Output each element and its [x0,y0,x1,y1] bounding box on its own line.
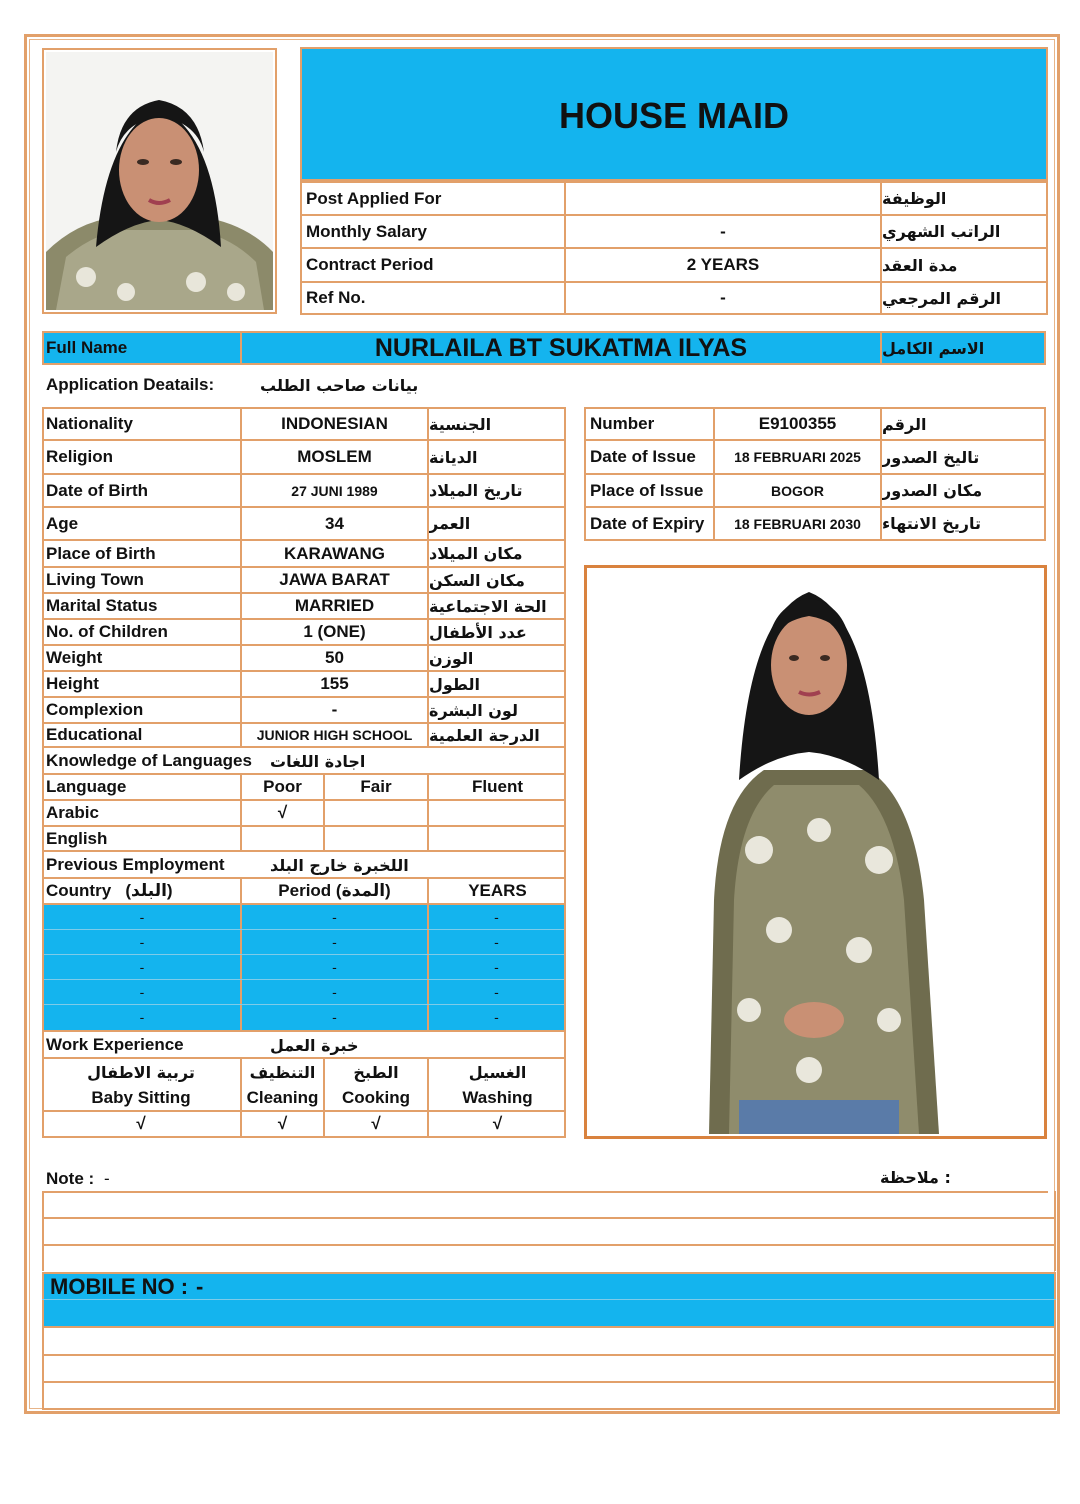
english-fluent-mark [429,827,566,851]
application-label: Application Deatails: [46,375,215,394]
education-value: JUNIOR HIGH SCHOOL [256,727,413,743]
employment-row-2-country: - [139,934,145,950]
languages-title-ar: اجادة اللغات [270,751,366,771]
poor-header: Poor [263,777,302,796]
mobile-label: MOBILE NO : [50,1274,189,1299]
religion-label-ar: الديانة [429,447,478,467]
arabic-poor-mark: √ [277,803,288,822]
expiry-date-label-ar: تاريخ الانتهاء [882,514,982,533]
post-value [566,183,880,214]
salary-label: Monthly Salary [306,221,427,241]
birthplace-label: Place of Birth [46,543,156,563]
cleaning-label: Cleaning [246,1087,319,1107]
age-label-ar: العمر [429,514,471,533]
arabic-fair-mark [325,801,427,825]
english-poor-mark [242,827,323,851]
salary-value: - [720,221,726,241]
english-fair-mark [325,827,427,851]
expiry-date-label: Date of Expiry [590,513,705,533]
full-name-label: Full Name [46,338,128,357]
fluent-header: Fluent [472,777,523,796]
passport-number-label-ar: الرقم [882,414,927,434]
baby-sitting-label-ar: تربية الاطفال [87,1062,195,1082]
post-label: Post Applied For [306,188,442,208]
arabic-label: Arabic [46,803,99,822]
passport-number-value: E9100355 [758,414,837,433]
page-title: HOUSE MAID [558,95,789,136]
country-header: Country (البلد) [46,881,173,900]
dob-label-ar: تاريخ الميلاد [429,481,523,500]
employment-row-4-period: - [332,984,337,1000]
english-label: English [46,829,108,848]
note-label-ar: : ملاحظة [880,1167,951,1187]
weight-value: 50 [325,648,344,667]
employment-row-3-country: - [139,959,145,975]
living-town-value: JAWA BARAT [279,570,390,589]
height-value: 155 [320,674,349,693]
washing-label-ar: الغسيل [468,1062,527,1082]
issue-place-value: BOGOR [771,482,824,499]
employment-row-5-period: - [332,1009,337,1025]
contract-label: Contract Period [306,255,434,274]
marital-value: MARRIED [294,596,375,615]
mobile-value: - [196,1274,204,1299]
work-experience-title-ar: خبرة العمل [270,1035,359,1055]
children-label-ar: عدد الأطفال [429,622,527,642]
education-label: Educational [46,725,143,744]
birthplace-label-ar: مكان الميلاد [429,544,523,563]
note-line-3 [42,1244,1056,1246]
employment-row-3-period: - [332,959,337,975]
issue-place-label: Place of Issue [590,480,704,500]
nationality-label: Nationality [46,414,133,433]
issue-date-value: 18 FEBRUARI 2025 [734,449,861,465]
employment-row-1-country: - [139,909,145,925]
portrait-photo [46,52,273,310]
ref-label: Ref No. [306,288,366,307]
employment-row-5-years: - [494,1009,499,1025]
employment-row-4-years: - [494,984,499,1000]
washing-label: Washing [462,1087,533,1107]
passport-number-label: Number [590,414,655,433]
full-body-photo [589,570,1042,1134]
fair-header: Fair [360,777,392,796]
education-label-ar: الدرجة العلمية [429,725,540,745]
note-value: - [104,1169,110,1188]
marital-label: Marital Status [46,596,158,615]
employment-row-2-period: - [332,934,337,950]
age-label: Age [46,513,79,533]
washing-mark: √ [492,1114,503,1133]
children-label: No. of Children [46,622,168,641]
years-header: YEARS [468,881,527,900]
note-line-2 [42,1217,1056,1219]
dob-value: 27 JUNI 1989 [291,482,378,499]
ref-value: - [720,288,726,307]
application-label-ar: بيانات صاحب الطلب [260,375,419,395]
employment-row-1-period: - [332,909,337,925]
cleaning-mark: √ [277,1114,288,1133]
baby-sitting-mark: √ [136,1114,146,1133]
dob-label: Date of Birth [46,480,148,500]
employment-row-5-country: - [139,1009,145,1025]
salary-label-ar: الراتب الشهري [882,222,1001,241]
work-experience-title: Work Experience [46,1035,184,1054]
living-town-label: Living Town [46,570,144,589]
employment-row-4-country: - [139,984,145,1000]
nationality-value: INDONESIAN [281,414,388,433]
cooking-mark: √ [371,1114,381,1133]
post-label-ar: الوظيفة [882,189,947,208]
employment-row-1-years: - [494,909,499,925]
living-town-label-ar: مكان السكن [429,570,525,590]
height-label: Height [46,674,99,693]
employment-row-2-years: - [494,934,499,950]
marital-label-ar: الحة الاجتماعية [429,596,547,616]
complexion-label: Complexion [46,700,144,719]
previous-employment-title-ar: اللخبرة خارج البلد [270,855,409,875]
religion-label: Religion [46,447,114,466]
ref-label-ar: الرقم المرجعي [882,288,1001,308]
weight-label-ar: الوزن [429,648,474,668]
height-label-ar: الطول [429,674,480,694]
children-value: 1 (ONE) [303,622,366,641]
age-value: 34 [325,513,344,533]
issue-date-label: Date of Issue [590,447,696,466]
full-name-value: NURLAILA BT SUKATMA ILYAS [374,333,748,362]
baby-sitting-label: Baby Sitting [91,1087,191,1107]
weight-label: Weight [46,648,103,667]
nationality-label-ar: الجنسية [429,414,492,434]
birthplace-value: KARAWANG [283,543,386,563]
previous-employment-title: Previous Employment [46,855,225,874]
expiry-date-value: 18 FEBRUARI 2030 [734,515,861,532]
contract-label-ar: مدة العقد [882,255,958,275]
period-header: Period (المدة) [278,881,391,900]
religion-value: MOSLEM [297,447,372,466]
complexion-value: - [331,700,338,719]
issue-place-label-ar: مكان الصدور [882,481,983,500]
language-header: Language [46,777,127,796]
employment-row-3-years: - [494,959,499,975]
cooking-label-ar: الطبخ [353,1062,399,1082]
contract-value: 2 YEARS [686,255,760,274]
bottom-blank-rows [42,1328,1056,1410]
complexion-label-ar: لون البشرة [429,700,518,720]
cooking-label: Cooking [342,1087,410,1107]
languages-title: Knowledge of Languages [46,751,252,770]
cleaning-label-ar: التنظيف [249,1062,316,1082]
note-line-1 [42,1191,1048,1193]
note-label: Note : [46,1169,95,1188]
issue-date-label-ar: تاليخ الصدور [882,447,980,467]
full-name-label-ar: الاسم الكامل [882,338,985,358]
arabic-fluent-mark [429,801,566,825]
